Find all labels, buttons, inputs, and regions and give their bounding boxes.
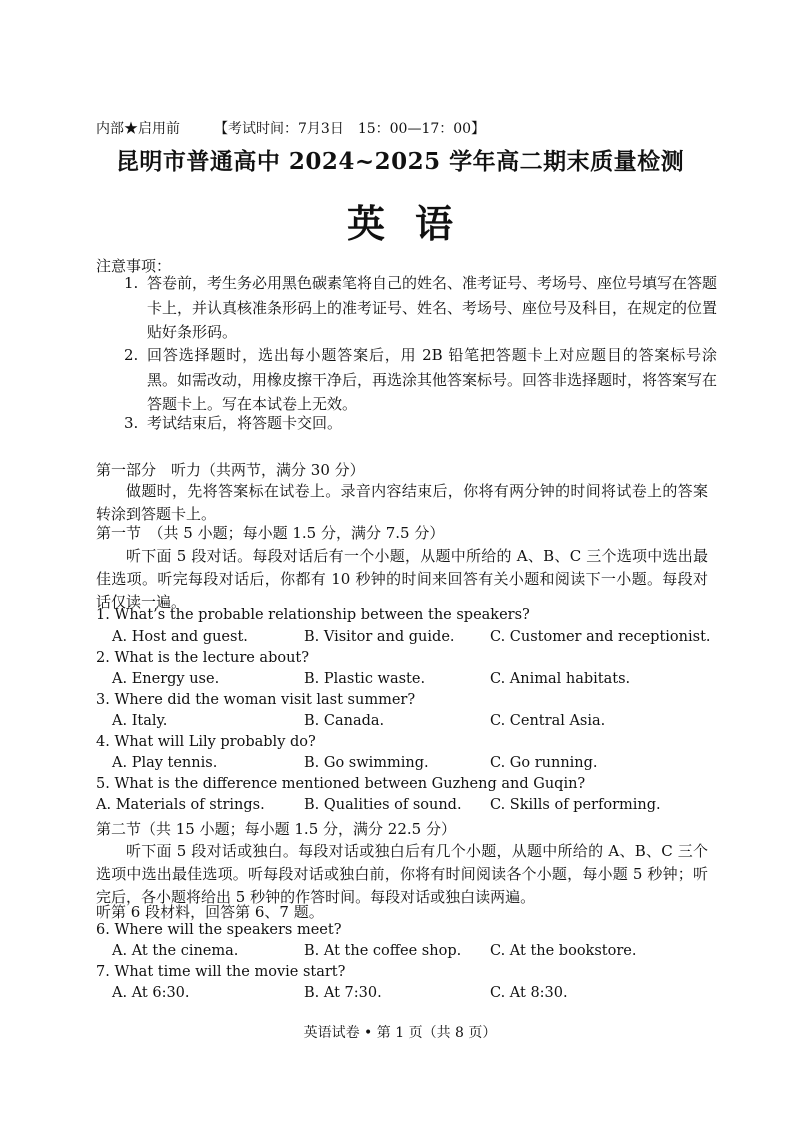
notice-text: 考试结束后，将答题卡交回。: [147, 414, 343, 432]
notice-number: 1.: [124, 274, 139, 292]
notice-number: 2.: [124, 346, 139, 364]
option-b: B. At 7:30.: [304, 985, 382, 1001]
option-c: C. Customer and receptionist.: [490, 629, 711, 645]
option-b: B. At the coffee shop.: [304, 943, 462, 959]
question-4: 4. What will Lily probably do?: [96, 734, 316, 750]
option-c: C. Go running.: [490, 755, 598, 771]
subject-title: 英语: [346, 201, 483, 246]
question-2: 2. What is the lecture about?: [96, 650, 310, 666]
header-line: [96, 118, 485, 138]
option-b: B. Plastic waste.: [304, 671, 426, 687]
option-a: A. Host and guest.: [112, 629, 248, 645]
option-a: A. Play tennis.: [112, 755, 218, 771]
option-b: B. Canada.: [304, 713, 385, 729]
section2-heading: 第二节（共 15 小题；每小题 1.5 分，满分 22.5 分）: [96, 820, 456, 838]
notice-number: 3.: [124, 414, 139, 432]
part1-intro: 做题时，先将答案标在试卷上。录音内容结束后，你将有两分钟的时间将试卷上的答案转涂到答题卡上。: [96, 482, 708, 523]
material-instruction: 听第 6 段材料，回答第 6、7 题。: [96, 903, 324, 921]
option-c: C. Animal habitats.: [490, 671, 631, 687]
question-1: 1. What’s the probable relationship between the speakers?: [96, 607, 530, 623]
exam-title: 昆明市普通高中 2024~2025 学年高二期末质量检测: [115, 148, 685, 175]
question-6: 6. Where will the speakers meet?: [96, 922, 342, 938]
exam-time: 【考试时间：7月3日 15：00—17：00】: [214, 121, 486, 137]
option-a: A. Materials of strings.: [96, 797, 265, 813]
confidential-label: 内部★启用前: [96, 121, 180, 137]
notice-text: 回答选择题时，选出每小题答案后，用 2B 铅笔把答题卡上对应题目的答案标号涂黑。如需改动，用橡皮擦干净后，再选涂其他答案标号。回答非选择题时，将答案写在答题卡上。写在本试卷上无效。: [147, 346, 718, 413]
question-3: 3. Where did the woman visit last summer?: [96, 692, 416, 708]
notice-heading: 注意事项：: [96, 257, 172, 275]
option-b: B. Go swimming.: [304, 755, 429, 771]
option-a: A. At the cinema.: [112, 943, 239, 959]
section1-heading: 第一节 （共 5 小题；每小题 1.5 分，满分 7.5 分）: [96, 524, 445, 542]
question-5: 5. What is the difference mentioned between Guzheng and Guqin?: [96, 776, 586, 792]
option-c: C. Central Asia.: [490, 713, 606, 729]
section1-intro: 听下面 5 段对话。每段对话后有一个小题，从题中所给的 A、B、C 三个选项中选出最佳选项。听完每段对话后，你都有 10 秒钟的时间来回答有关小题和阅读下一小题。每段对话仅读一遍。: [96, 547, 708, 611]
option-a: A. At 6:30.: [112, 985, 190, 1001]
option-c: C. Skills of performing.: [490, 797, 661, 813]
option-c: C. At 8:30.: [490, 985, 568, 1001]
option-b: B. Visitor and guide.: [304, 629, 455, 645]
section2-intro: 听下面 5 段对话或独白。每段对话或独白后有几个小题，从题中所给的 A、B、C 三个选项中选出最佳选项。听每段对话或独白前，你将有时间阅读各个小题，每小题 5 秒钟；听完后，各小题将给出 5 秒钟的作答时间。每段对话或独白读两遍。: [96, 842, 708, 906]
option-b: B. Qualities of sound.: [304, 797, 462, 813]
part1-heading: 第一部分 听力（共两节，满分 30 分）: [96, 461, 365, 479]
notice-text: 答卷前，考生务必用黑色碳素笔将自己的姓名、准考证号、考场号、座位号填写在答题卡上，并认真核准条形码上的准考证号、姓名、考场号、座位号及科目，在规定的位置贴好条形码。: [147, 274, 718, 341]
question-7: 7. What time will the movie start?: [96, 964, 346, 980]
page-footer: 英语试卷 • 第 1 页（共 8 页）: [303, 1025, 497, 1041]
option-a: A. Italy.: [112, 713, 168, 729]
option-c: C. At the bookstore.: [490, 943, 637, 959]
option-a: A. Energy use.: [112, 671, 220, 687]
